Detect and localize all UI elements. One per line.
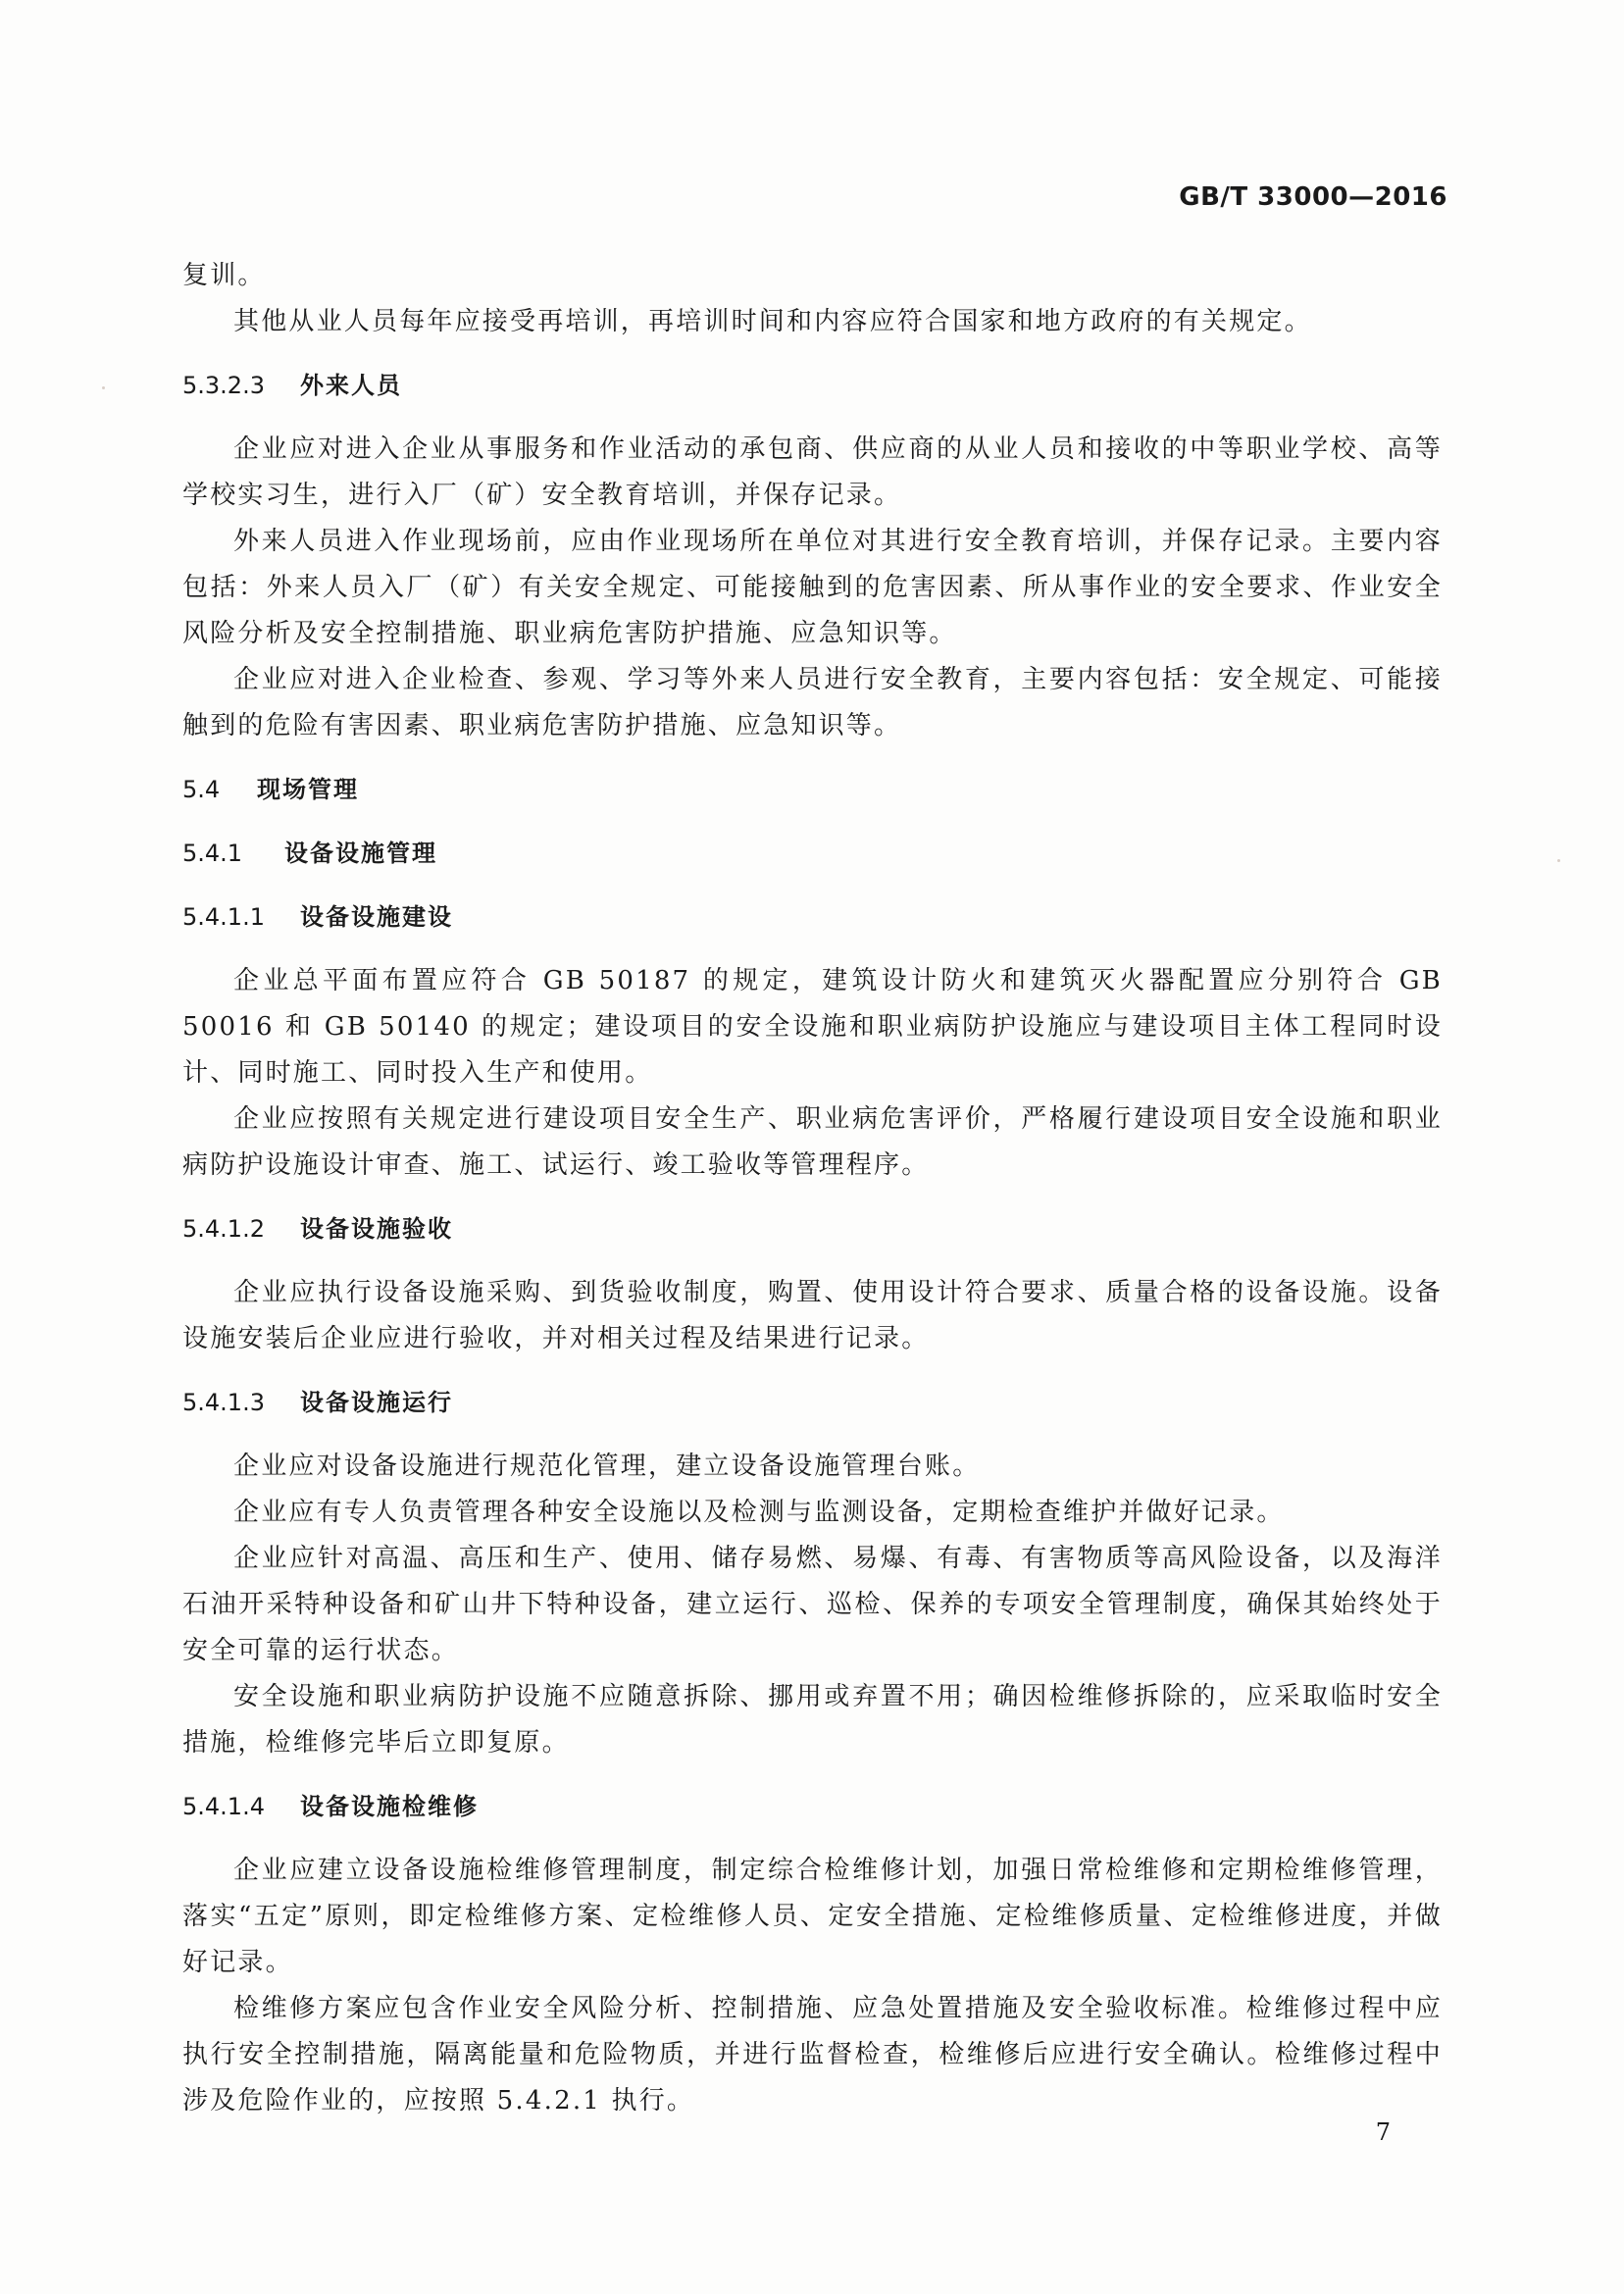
paragraph-no-removal: 安全设施和职业病防护设施不应随意拆除、挪用或弃置不用；确因检维修拆除的，应采取临时安全措施，检维修完毕后立即复原。: [182, 1682, 1443, 1758]
page-content: [182, 253, 1443, 2124]
paragraph-contractors: 企业应对进入企业从事服务和作业活动的承包商、供应商的从业人员和接收的中等职业学校、高等学校实习生，进行入厂（矿）安全教育培训，并保存记录。: [182, 434, 1443, 510]
section-title: 外来人员: [300, 372, 402, 399]
paragraph-visitors: 企业应对进入企业检查、参观、学习等外来人员进行安全教育，主要内容包括：安全规定、可能接触到的危险有害因素、职业病危害防护措施、应急知识等。: [182, 665, 1443, 740]
section-number: 5.4.1.4: [182, 1793, 265, 1820]
paragraph-outside-staff-site: 外来人员进入作业现场前，应由作业现场所在单位对其进行安全教育培训，并保存记录。主要内容包括：外来人员入厂（矿）有关安全规定、可能接触到的危害因素、所从事作业的安全要求、作业安全风险分析及安全控制措施、职业病危害防护措施、应急知识等。: [182, 527, 1443, 648]
section-heading-5-4-1: [182, 831, 1443, 877]
section-title: 设备设施运行: [300, 1389, 453, 1416]
section-heading-5-4-1-1: [182, 894, 1443, 941]
section-number: 5.4.1.3: [182, 1389, 265, 1416]
scan-speck: [102, 386, 105, 389]
paragraph-other-staff: 其他从业人员每年应接受再培训，再培训时间和内容应符合国家和地方政府的有关规定。: [233, 307, 1312, 336]
section-heading-5-3-2-3: [182, 363, 1443, 409]
paragraph-retraining: 复训。: [182, 261, 266, 290]
section-title: 设备设施建设: [300, 903, 453, 931]
section-heading-5-4: [182, 767, 1443, 813]
paragraph-layout-standards: 企业总平面布置应符合 GB 50187 的规定，建筑设计防火和建筑灭火器配置应分别符合 GB 50016 和 GB 50140 的规定；建设项目的安全设施和职业病防护设施应与建设项目主体工程同时设计、同时施工、同时投入生产和使用。: [182, 966, 1443, 1088]
section-number: 5.4.1.2: [182, 1215, 265, 1243]
standard-code: GB/T 33000—2016: [1179, 182, 1447, 212]
paragraph-project-evaluation: 企业应按照有关规定进行建设项目安全生产、职业病危害评价，严格履行建设项目安全设施和职业病防护设施设计审查、施工、试运行、竣工验收等管理程序。: [182, 1104, 1443, 1180]
paragraph-high-risk-equipment: 企业应针对高温、高压和生产、使用、储存易燃、易爆、有毒、有害物质等高风险设备，以及海洋石油开采特种设备和矿山井下特种设备，建立运行、巡检、保养的专项安全管理制度，确保其始终处于安全可靠的运行状态。: [182, 1544, 1443, 1665]
section-number: 5.4.1.1: [182, 903, 265, 931]
section-heading-5-4-1-4: [182, 1784, 1443, 1830]
page-number: 7: [1375, 2118, 1391, 2146]
section-heading-5-4-1-2: [182, 1206, 1443, 1252]
paragraph-maintenance-system: 企业应建立设备设施检维修管理制度，制定综合检维修计划，加强日常检维修和定期检维修管理，落实“五定”原则，即定检维修方案、定检维修人员、定安全措施、定检维修质量、定检维修进度，并做好记录。: [182, 1856, 1443, 1977]
section-title: 现场管理: [257, 776, 359, 803]
paragraph-ledger: 企业应对设备设施进行规范化管理，建立设备设施管理台账。: [233, 1452, 981, 1481]
section-heading-5-4-1-3: [182, 1380, 1443, 1426]
section-title: 设备设施检维修: [300, 1793, 479, 1820]
scan-speck: [1557, 859, 1560, 862]
paragraph-acceptance: 企业应执行设备设施采购、到货验收制度，购置、使用设计符合要求、质量合格的设备设施。设备设施安装后企业应进行验收，并对相关过程及结果进行记录。: [182, 1278, 1443, 1353]
section-number: 5.4.1: [182, 840, 243, 867]
section-title: 设备设施管理: [284, 840, 437, 867]
section-number: 5.3.2.3: [182, 372, 265, 399]
paragraph-dedicated-staff: 企业应有专人负责管理各种安全设施以及检测与监测设备，定期检查维护并做好记录。: [233, 1498, 1285, 1527]
section-title: 设备设施验收: [300, 1215, 453, 1243]
paragraph-maintenance-plan: 检维修方案应包含作业安全风险分析、控制措施、应急处置措施及安全验收标准。检维修过程中应执行安全控制措施，隔离能量和危险物质，并进行监督检查，检维修后应进行安全确认。检维修过程中涉及危险作业的，应按照 5.4.2.1 执行。: [182, 1994, 1443, 2116]
section-number: 5.4: [182, 776, 221, 803]
